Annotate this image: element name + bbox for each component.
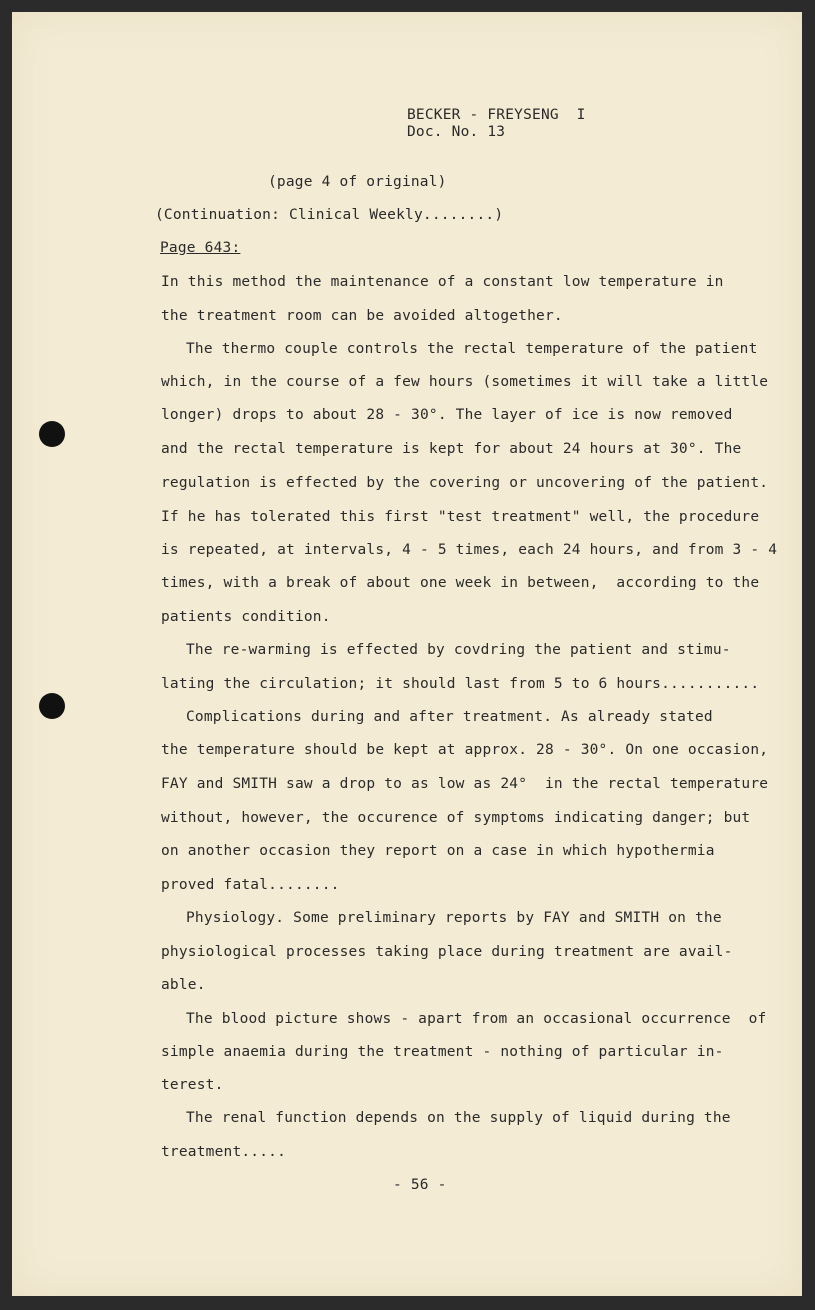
body-line: is repeated, at intervals, 4 - 5 times, each 24 hours, and from 3 - 4	[161, 542, 778, 558]
body-line: Complications during and after treatment. As already stated	[186, 709, 713, 725]
body-line: The thermo couple controls the rectal temperature of the patient	[186, 341, 758, 357]
body-line: patients condition.	[161, 609, 331, 625]
body-line: times, with a break of about one week in between, according to the	[161, 575, 760, 591]
body-line: In this method the maintenance of a constant low temperature in	[161, 274, 724, 290]
body-line: the treatment room can be avoided altogether.	[161, 308, 563, 324]
body-line: able.	[161, 977, 206, 993]
body-line: terest.	[161, 1077, 224, 1093]
body-line: If he has tolerated this first "test treatment" well, the procedure	[161, 509, 760, 525]
body-line: the temperature should be kept at approx. 28 - 30°. On one occasion,	[161, 742, 769, 758]
header-line-1: BECKER - FREYSENG I	[407, 107, 586, 123]
body-line: on another occasion they report on a case in which hypothermia	[161, 843, 715, 859]
punch-hole-upper	[39, 421, 65, 447]
continuation-line: (Continuation: Clinical Weekly........)	[155, 207, 504, 223]
body-line: simple anaemia during the treatment - nothing of particular in-	[161, 1044, 724, 1060]
body-line: The renal function depends on the supply of liquid during the	[186, 1110, 731, 1126]
body-line: lating the circulation; it should last from 5 to 6 hours...........	[161, 676, 760, 692]
body-line: regulation is effected by the covering or uncovering of the patient.	[161, 475, 769, 491]
page-label: Page 643:	[160, 240, 241, 256]
body-line: Physiology. Some preliminary reports by FAY and SMITH on the	[186, 910, 722, 926]
body-line: The re-warming is effected by covdring the patient and stimu-	[186, 642, 731, 658]
body-line: longer) drops to about 28 - 30°. The layer of ice is now removed	[161, 407, 733, 423]
body-line: which, in the course of a few hours (sometimes it will take a little	[161, 374, 769, 390]
page-number: - 56 -	[393, 1177, 447, 1193]
page-reference: (page 4 of original)	[268, 174, 447, 190]
body-line: physiological processes taking place during treatment are avail-	[161, 944, 733, 960]
body-line: proved fatal........	[161, 877, 340, 893]
body-line: without, however, the occurence of symptoms indicating danger; but	[161, 810, 751, 826]
body-line: The blood picture shows - apart from an occasional occurrence of	[186, 1011, 767, 1027]
body-line: treatment.....	[161, 1144, 287, 1160]
body-line: and the rectal temperature is kept for about 24 hours at 30°. The	[161, 441, 742, 457]
punch-hole-lower	[39, 693, 65, 719]
header-line-2: Doc. No. 13	[407, 124, 506, 140]
body-line: FAY and SMITH saw a drop to as low as 24° in the rectal temperature	[161, 776, 769, 792]
